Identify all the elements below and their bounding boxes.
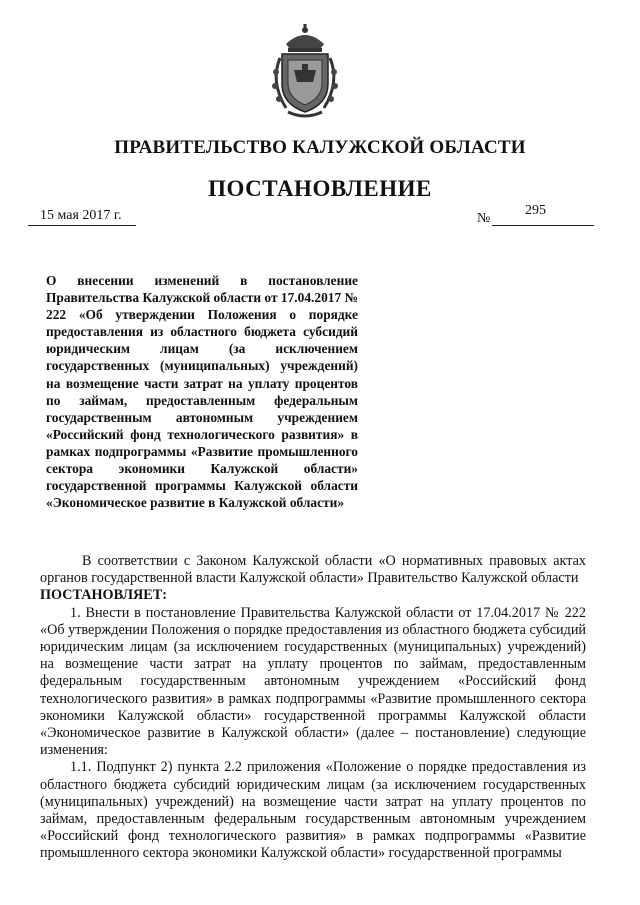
document-number: 295	[525, 203, 546, 218]
resolves-heading: ПОСТАНОВЛЯЕТ:	[40, 587, 167, 604]
number-underline	[492, 225, 594, 226]
document-body	[40, 553, 586, 863]
document-type-title: ПОСТАНОВЛЕНИЕ	[208, 176, 432, 201]
preamble-paragraph: В соответствии с Законом Калужской области «О нормативных правовых актах органов государственной власти Калужской области» Правительство Калужской области	[40, 553, 586, 587]
date-underline	[28, 225, 136, 226]
coat-of-arms-emblem	[264, 22, 346, 120]
number-sign: №	[477, 211, 491, 226]
document-date: 15 мая 2017 г.	[40, 208, 122, 223]
government-title: ПРАВИТЕЛЬСТВО КАЛУЖСКОЙ ОБЛАСТИ	[114, 137, 526, 158]
document-subject: О внесении изменений в постановление Правительства Калужской области от 17.04.2017 № 222 «Об утверждении Положения о порядке предоставления из областного бюджета субсидий юридическим лицам (за исключением государственных (муниципальных) учреждений) на возмещение части затрат на уплату процентов по займам, предоставленным федеральным государственным автономным учреждением «Российский фонд технологического развития» в рамках подпрограммы «Развитие промышленного сектора экономики Калужской области» государственной программы Калужской области «Экономическое развитие в Калужской области»	[46, 273, 358, 511]
item-1-1-paragraph: 1.1. Подпункт 2) пункта 2.2 приложения «Положение о порядке предоставления из областного бюджета субсидий юридическим лицам (за исключением государственных (муниципальных) учреждений) на возмещение части затрат на уплату процентов по займам, предоставленным федеральным государственным автономным учреждением «Российский фонд технологического развития» в рамках подпрограммы «Развитие промышленного сектора экономики Калужской области» государственной программы	[40, 759, 586, 862]
item-1-paragraph: 1. Внести в постановление Правительства Калужской области от 17.04.2017 № 222 «Об утверждении Положения о порядке предоставления из областного бюджета субсидий юридическим лицам (за исключением государственных (муниципальных) учреждений) на возмещение части затрат на уплату процентов по займам, предоставленным федеральным государственным автономным учреждением «Российский фонд технологического развития» в рамках подпрограммы «Развитие промышленного сектора экономики Калужской области» государственной программы Калужской области «Экономическое развитие в Калужской области» (далее – постановление) следующие изменения:	[40, 604, 586, 759]
